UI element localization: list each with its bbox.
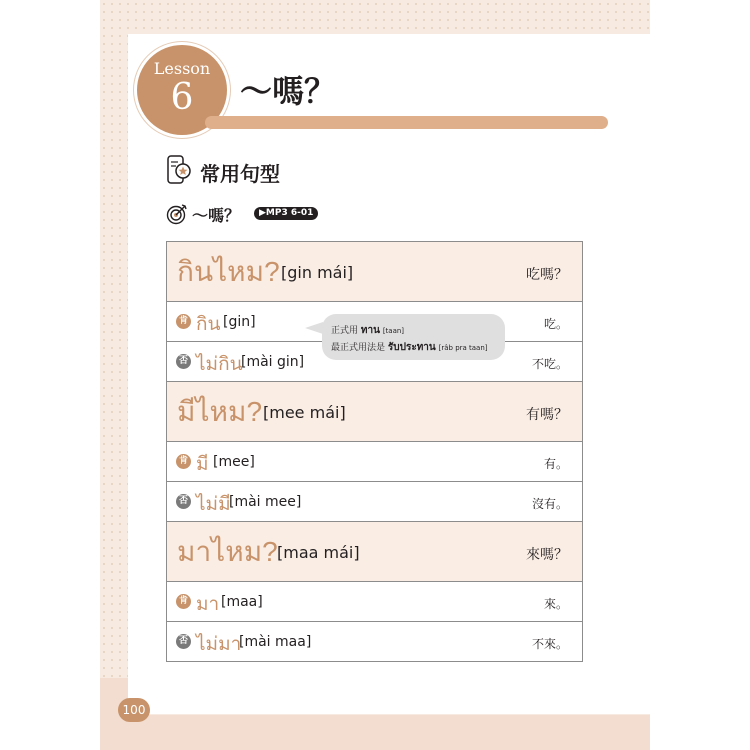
answer-thai: ไม่มี	[196, 494, 231, 515]
answer-romanization: [gin]	[223, 314, 256, 330]
answer-thai: กิน	[196, 314, 221, 335]
answer-row-negative	[167, 622, 582, 661]
answer-romanization: [mee]	[213, 454, 255, 470]
sentence-pattern-table	[166, 241, 583, 662]
phone-star-icon	[166, 154, 192, 186]
question-thai: กินไหม?	[177, 256, 280, 287]
question-thai: มาไหม?	[177, 536, 278, 567]
question-row	[167, 382, 582, 442]
note-formal-roman: [taan]	[382, 327, 405, 335]
lesson-label: Lesson	[153, 59, 211, 78]
question-romanization: [gin mái]	[281, 263, 354, 282]
answer-row-negative	[167, 482, 582, 522]
answer-row-affirmative	[167, 582, 582, 622]
answer-thai: ไม่กิน	[196, 354, 243, 375]
affirmative-badge: 肯	[176, 314, 191, 329]
footer-band	[100, 715, 650, 750]
answer-thai: ไม่มา	[196, 634, 242, 655]
note-most-formal	[331, 340, 488, 355]
usage-note-bubble	[322, 314, 505, 360]
answer-thai: มี	[196, 454, 209, 475]
note-formal	[331, 323, 404, 338]
question-romanization: [maa mái]	[277, 543, 360, 562]
question-row	[167, 242, 582, 302]
note-most-formal-roman: [râb pra taan]	[438, 344, 488, 352]
page-number: 100	[118, 698, 150, 722]
answer-romanization: [maa]	[221, 594, 263, 610]
answer-chinese: 沒有。	[531, 497, 568, 511]
note-formal-prefix: 正式用	[331, 326, 359, 336]
question-thai: มีไหม?	[177, 396, 263, 427]
answer-chinese: 不吃。	[531, 357, 568, 371]
negative-badge: 否	[176, 634, 191, 649]
question-chinese: 有嗎？	[526, 407, 568, 423]
lesson-number: 6	[170, 77, 194, 118]
question-row	[167, 522, 582, 582]
answer-romanization: [mài maa]	[239, 634, 312, 650]
question-romanization: [mee mái]	[263, 403, 346, 422]
negative-badge: 否	[176, 494, 191, 509]
speech-bubble-tail	[305, 322, 323, 334]
answer-chinese: 吃。	[543, 317, 568, 331]
question-chinese: 來嗎？	[526, 547, 568, 563]
answer-chinese: 來。	[543, 597, 568, 611]
lesson-title: ～嗎？	[240, 72, 337, 110]
target-icon	[166, 203, 188, 225]
mp3-badge[interactable]: ▶MP3 6-01	[254, 207, 318, 220]
answer-romanization: [mài gin]	[241, 354, 305, 370]
answer-chinese: 有。	[543, 457, 568, 471]
answer-row-affirmative	[167, 442, 582, 482]
note-formal-thai: ทาน	[360, 325, 380, 336]
pattern-title: ～嗎？	[192, 206, 241, 225]
answer-thai: มา	[196, 594, 220, 615]
answer-romanization: [mài mee]	[229, 494, 302, 510]
note-most-formal-thai: รับประทาน	[387, 342, 436, 353]
affirmative-badge: 肯	[176, 454, 191, 469]
title-underline-bar	[205, 116, 608, 129]
note-most-formal-prefix: 最正式用法是	[331, 343, 386, 353]
question-chinese: 吃嗎？	[526, 267, 568, 283]
answer-chinese: 不來。	[531, 637, 568, 651]
negative-badge: 否	[176, 354, 191, 369]
section-title: 常用句型	[200, 162, 280, 186]
affirmative-badge: 肯	[176, 594, 191, 609]
